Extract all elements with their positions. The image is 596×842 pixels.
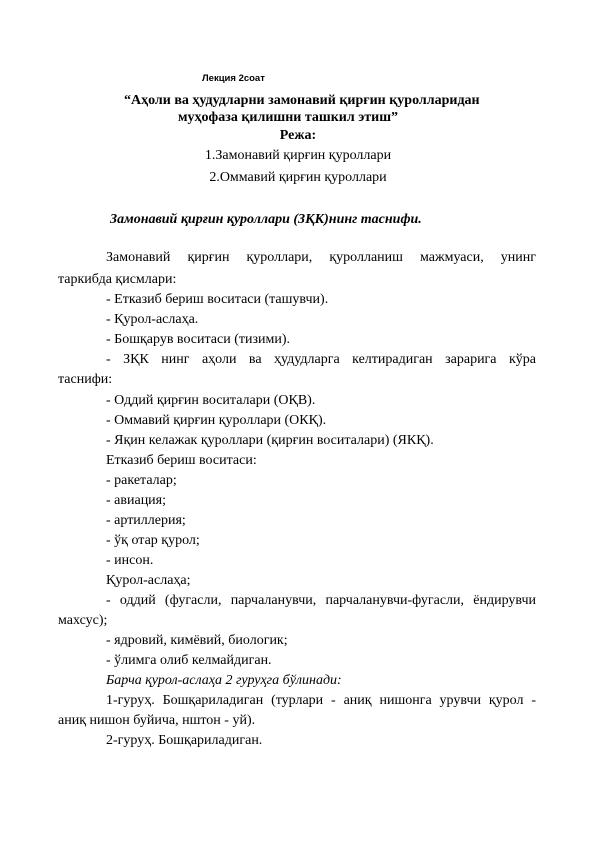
list-item: - ракеталар;	[106, 473, 177, 488]
paragraph-1-line-1: Замонавий қирғин қуроллари, қуролланиш мажмуаси, унинг	[106, 250, 536, 265]
list-item: - ўлимга олиб келмайдиган.	[106, 653, 272, 668]
paragraph-2-line-2: таснифи:	[58, 372, 113, 387]
list-item: Етказиб бериш воситаси:	[106, 453, 257, 468]
italic-note: Барча қурол-аслаҳа 2 гуруҳга бўлинади:	[106, 673, 342, 688]
list-item: - ўқ отар қурол;	[106, 533, 200, 548]
list-item: - Етказиб бериш воситаси (ташувчи).	[106, 292, 329, 307]
section-heading: Замонавий қирғин қуроллари (ЗҚК)нинг таснифи.	[110, 212, 422, 227]
title-line-1: “Аҳоли ва ҳудудларни замонавий қирғин қуролларидан	[124, 93, 480, 108]
paragraph-1-line-2: таркибда қисмлари:	[58, 272, 177, 287]
lecture-label: Лекция 2соат	[202, 73, 265, 84]
list-item: - артиллерия;	[106, 513, 186, 528]
list-item: - ядровий, кимёвий, биологик;	[106, 633, 288, 648]
list-item: - Қурол-аслаҳа.	[106, 312, 199, 327]
list-item: - Оммавий қирғин қуроллари (ОКҚ).	[106, 413, 327, 428]
list-item: - инсон.	[106, 553, 154, 568]
last-line: 2-гуруҳ. Бошқариладиган.	[106, 733, 263, 748]
plan-item-2: 2.Оммавий қирғин қуроллари	[209, 170, 387, 185]
list-item: - авиация;	[106, 493, 167, 508]
paragraph-2-line-1: - ЗҚК нинг аҳоли ва ҳудудларга келтирадиган зарарига кўра	[106, 352, 536, 367]
paragraph-3-line-1: - оддий (фугасли, парчаланувчи, парчаланувчи-фугасли, ёндирувчи	[106, 593, 536, 608]
title-line-2: муҳофаза қилишни ташкил этиш”	[178, 110, 399, 125]
plan-item-1: 1.Замонавий қирғин қуроллари	[204, 148, 392, 163]
list-item: - Бошқарув воситаси (тизими).	[106, 332, 291, 347]
paragraph-4-line-1: 1-гуруҳ. Бошқариладиган (турлари - аниқ нишонга урувчи қурол -	[106, 693, 536, 708]
list-item: - Яқин келажак қуроллари (қирғин воситалари) (ЯКҚ).	[106, 433, 434, 448]
plan-heading: Режа:	[279, 128, 317, 143]
list-item: - Оддий қирғин воситалари (ОҚВ).	[106, 393, 316, 408]
paragraph-3-line-2: махсус);	[58, 613, 108, 628]
paragraph-4-line-2: аниқ нишон буйича, нштон - уй).	[58, 713, 256, 728]
list-item: Қурол-аслаҳа;	[106, 573, 191, 588]
